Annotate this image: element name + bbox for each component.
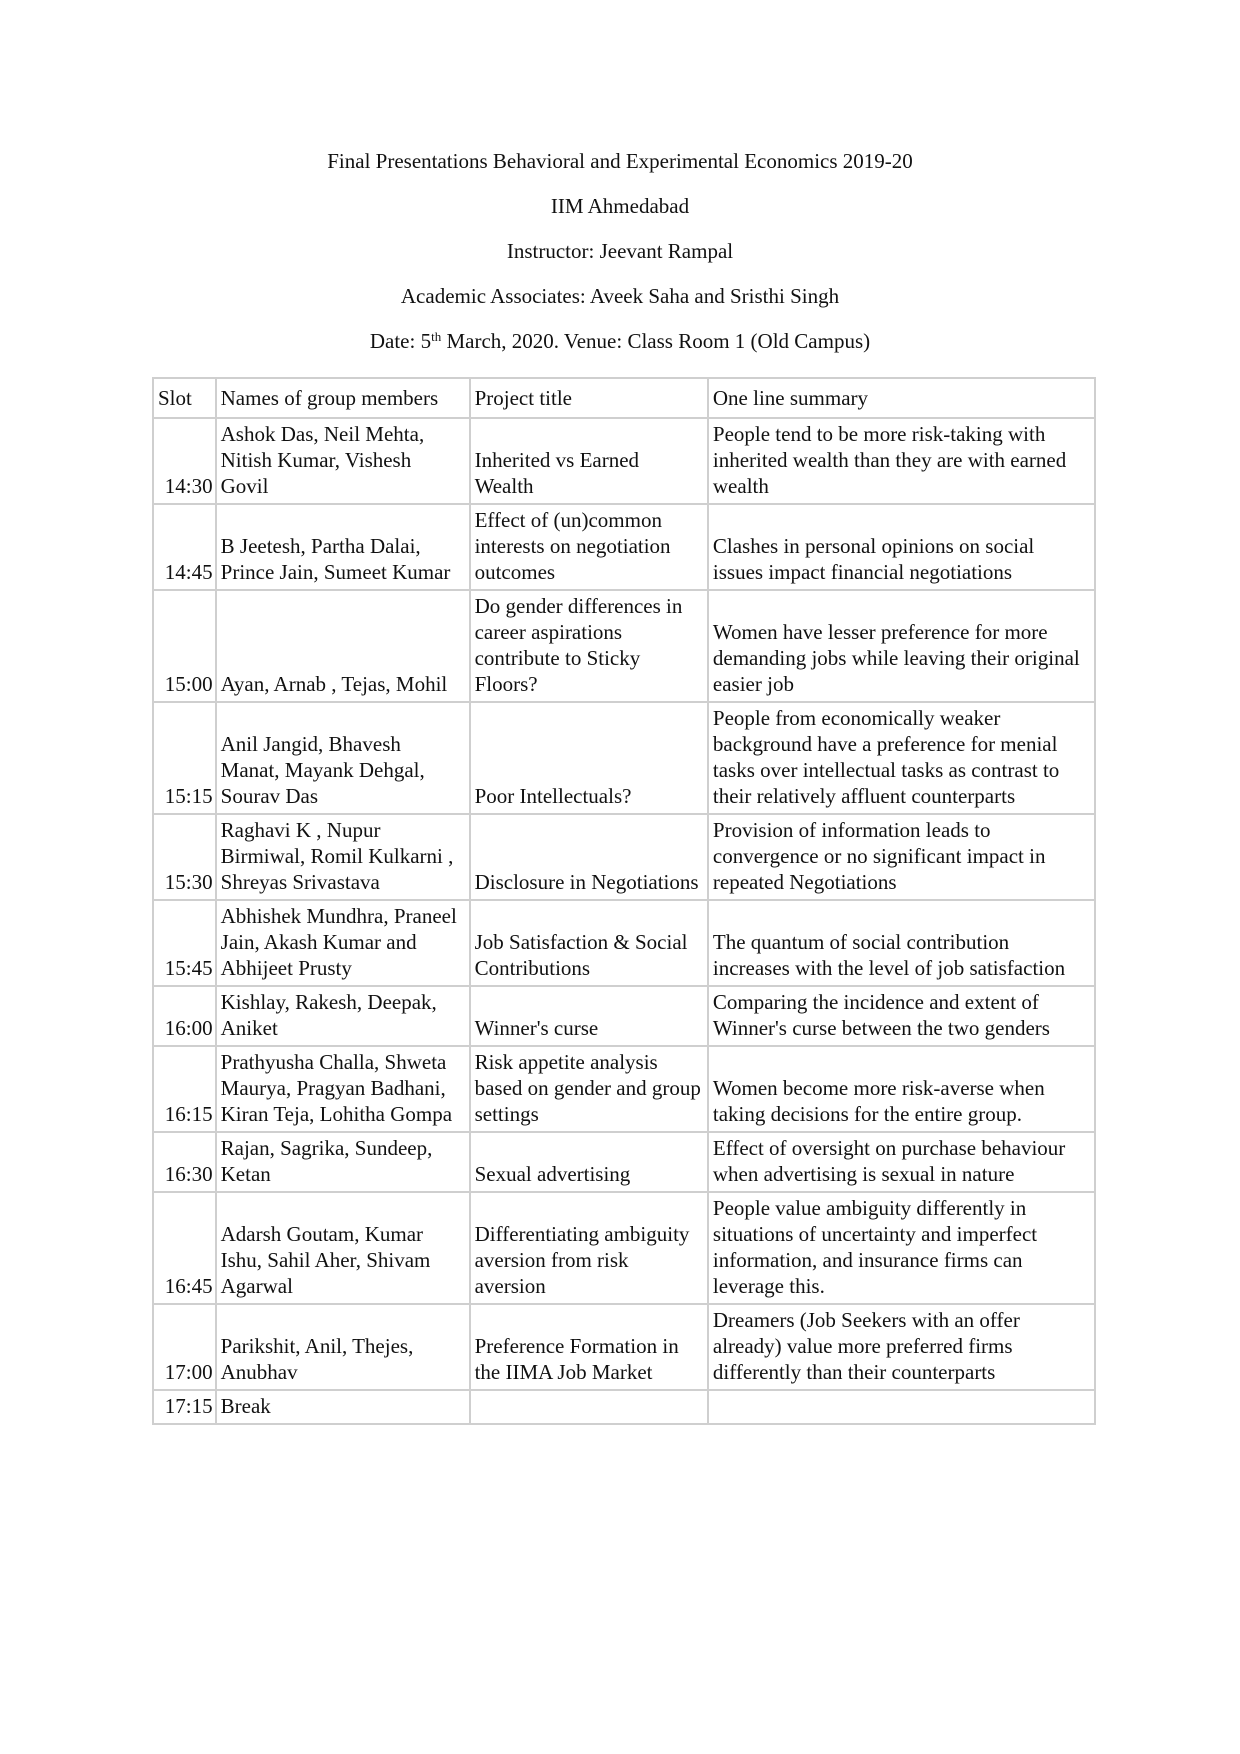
slot-cell: 15:00 xyxy=(154,591,217,703)
instructor-line: Instructor: Jeevant Rampal xyxy=(506,239,734,263)
table-row xyxy=(154,419,1096,505)
date-suffix: March, 2020. Venue: Class Room 1 (Old Campus) xyxy=(441,329,871,353)
document-title: Final Presentations Behavioral and Experimental Economics 2019-20 xyxy=(327,149,913,173)
slot-cell: 16:30 xyxy=(154,1133,217,1193)
title-cell: Poor Intellectuals? xyxy=(471,703,709,815)
members-cell: Kishlay, Rakesh, Deepak, Aniket xyxy=(217,987,471,1047)
title-cell: Effect of (un)common interests on negotiation outcomes xyxy=(471,505,709,591)
slot-cell: 14:45 xyxy=(154,505,217,591)
slot-cell: 16:45 xyxy=(154,1193,217,1305)
institution-name: IIM Ahmedabad xyxy=(550,194,690,218)
members-cell: Adarsh Goutam, Kumar Ishu, Sahil Aher, Shivam Agarwal xyxy=(217,1193,471,1305)
table-row xyxy=(154,1133,1096,1193)
members-cell: Anil Jangid, Bhavesh Manat, Mayank Dehgal, Sourav Das xyxy=(217,703,471,815)
members-cell: Prathyusha Challa, Shweta Maurya, Pragyan Badhani, Kiran Teja, Lohitha Gompa xyxy=(217,1047,471,1133)
members-cell: Ayan, Arnab , Tejas, Mohil xyxy=(217,591,471,703)
title-cell: Sexual advertising xyxy=(471,1133,709,1193)
summary-cell xyxy=(709,1391,1096,1425)
slot-cell: 15:30 xyxy=(154,815,217,901)
title-cell: Preference Formation in the IIMA Job Market xyxy=(471,1305,709,1391)
title-cell: Differentiating ambiguity aversion from risk aversion xyxy=(471,1193,709,1305)
summary-cell: Clashes in personal opinions on social issues impact financial negotiations xyxy=(709,505,1096,591)
table-header-row xyxy=(154,379,1096,419)
summary-cell: People value ambiguity differently in situations of uncertainty and imperfect information, and insurance firms can leverage this. xyxy=(709,1193,1096,1305)
date-prefix: Date: 5 xyxy=(369,329,432,353)
slot-cell: 17:15 xyxy=(154,1391,217,1425)
table-row xyxy=(154,901,1096,987)
table-row xyxy=(154,591,1096,703)
members-cell: Ashok Das, Neil Mehta, Nitish Kumar, Vishesh Govil xyxy=(217,419,471,505)
summary-cell: Comparing the incidence and extent of Winner's curse between the two genders xyxy=(709,987,1096,1047)
table-row xyxy=(154,815,1096,901)
date-superscript: th xyxy=(431,329,442,344)
column-header-slot: Slot xyxy=(154,379,217,419)
title-cell: Disclosure in Negotiations xyxy=(471,815,709,901)
members-cell: Parikshit, Anil, Thejes, Anubhav xyxy=(217,1305,471,1391)
column-header-members: Names of group members xyxy=(217,379,471,419)
date-venue-line xyxy=(0,327,1240,372)
slot-cell: 16:15 xyxy=(154,1047,217,1133)
slot-cell: 16:00 xyxy=(154,987,217,1047)
summary-cell: Women become more risk-averse when taking decisions for the entire group. xyxy=(709,1047,1096,1133)
slot-cell: 15:45 xyxy=(154,901,217,987)
slot-cell: 17:00 xyxy=(154,1305,217,1391)
associates-line: Academic Associates: Aveek Saha and Sristhi Singh xyxy=(400,284,840,308)
table-row xyxy=(154,1391,1096,1425)
summary-cell: Provision of information leads to convergence or no significant impact in repeated Negotiations xyxy=(709,815,1096,901)
title-cell: Inherited vs Earned Wealth xyxy=(471,419,709,505)
table-row xyxy=(154,1193,1096,1305)
schedule-body xyxy=(154,379,1096,1425)
presentation-schedule-table xyxy=(152,377,1096,1425)
members-cell: Abhishek Mundhra, Praneel Jain, Akash Kumar and Abhijeet Prusty xyxy=(217,901,471,987)
members-cell: Rajan, Sagrika, Sundeep, Ketan xyxy=(217,1133,471,1193)
slot-cell: 14:30 xyxy=(154,419,217,505)
members-cell: B Jeetesh, Partha Dalai, Prince Jain, Sumeet Kumar xyxy=(217,505,471,591)
table-row xyxy=(154,1305,1096,1391)
title-cell: Risk appetite analysis based on gender and group settings xyxy=(471,1047,709,1133)
members-cell: Break xyxy=(217,1391,471,1425)
summary-cell: Dreamers (Job Seekers with an offer already) value more preferred firms differently than their counterparts xyxy=(709,1305,1096,1391)
summary-cell: Women have lesser preference for more demanding jobs while leaving their original easier job xyxy=(709,591,1096,703)
column-header-summary: One line summary xyxy=(709,379,1096,419)
title-cell: Do gender differences in career aspirations contribute to Sticky Floors? xyxy=(471,591,709,703)
members-cell: Raghavi K , Nupur Birmiwal, Romil Kulkarni , Shreyas Srivastava xyxy=(217,815,471,901)
summary-cell: The quantum of social contribution increases with the level of job satisfaction xyxy=(709,901,1096,987)
table-row xyxy=(154,1047,1096,1133)
summary-cell: People tend to be more risk-taking with inherited wealth than they are with earned wealth xyxy=(709,419,1096,505)
title-cell: Winner's curse xyxy=(471,987,709,1047)
table-row xyxy=(154,703,1096,815)
summary-cell: People from economically weaker background have a preference for menial tasks over intellectual tasks as contrast to their relatively affluent counterparts xyxy=(709,703,1096,815)
slot-cell: 15:15 xyxy=(154,703,217,815)
column-header-title: Project title xyxy=(471,379,709,419)
document-header xyxy=(0,147,1240,372)
table-row xyxy=(154,987,1096,1047)
title-cell xyxy=(471,1391,709,1425)
summary-cell: Effect of oversight on purchase behaviour when advertising is sexual in nature xyxy=(709,1133,1096,1193)
table-row xyxy=(154,505,1096,591)
title-cell: Job Satisfaction & Social Contributions xyxy=(471,901,709,987)
